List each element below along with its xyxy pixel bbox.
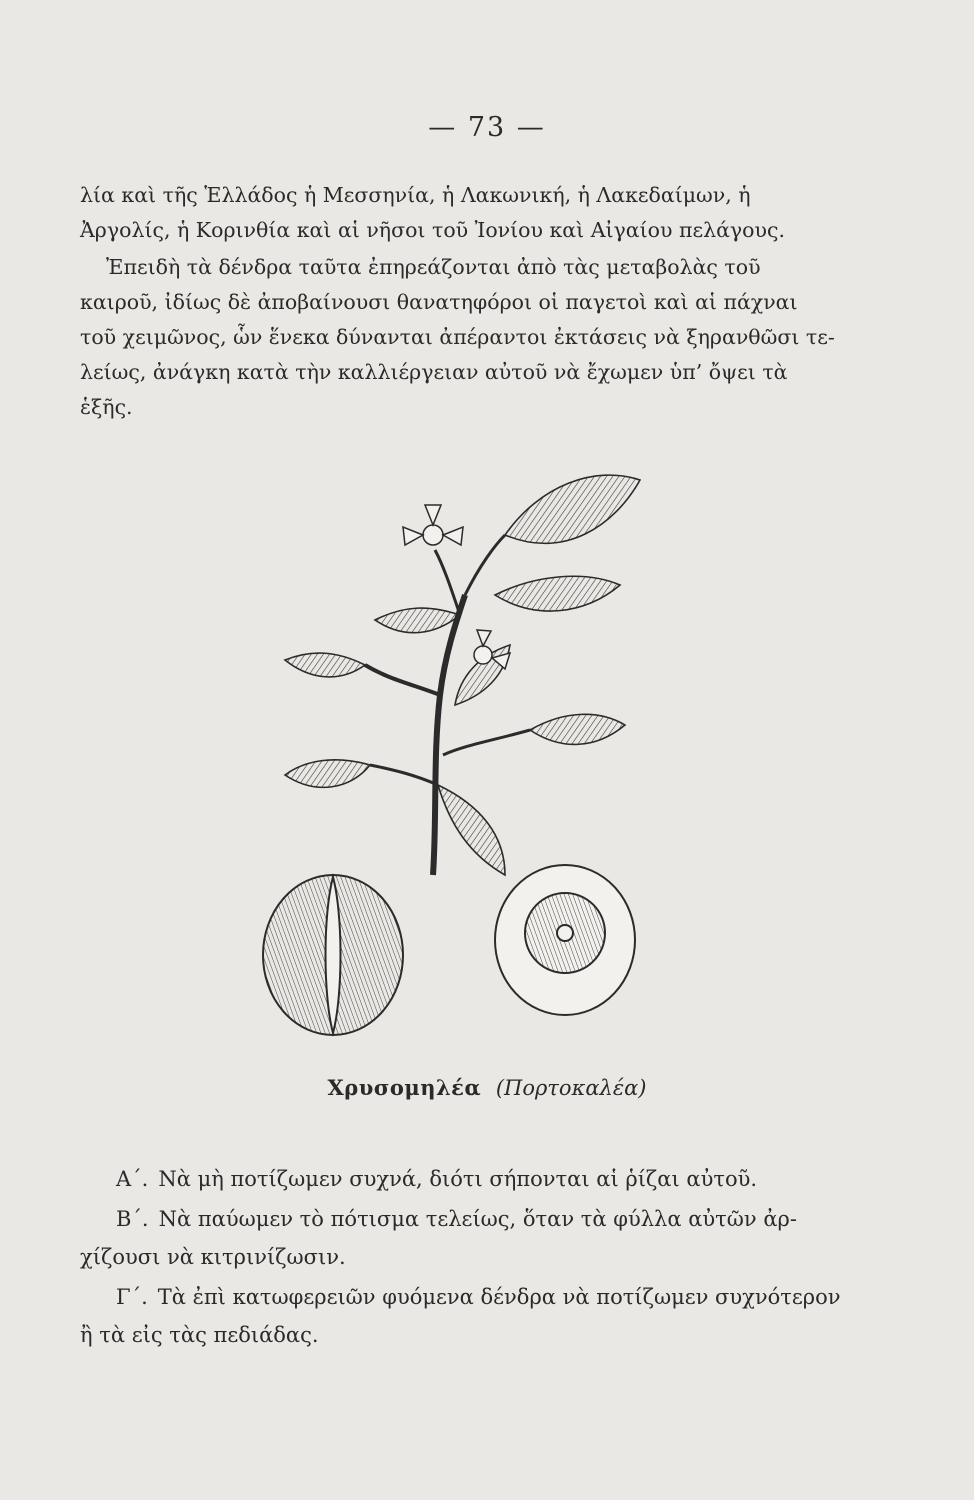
figure-caption <box>0 1075 974 1100</box>
page-number: — 73 — <box>428 112 546 143</box>
text-line: Ἐπειδὴ τὰ δένδρα ταῦτα ἐπηρεάζονται ἀπὸ τὰς μεταβολὰς τοῦ <box>106 255 761 279</box>
rule-b <box>80 1200 842 1276</box>
orange-tree-illustration <box>255 455 645 1045</box>
text-line: τοῦ χειμῶνος, ὧν ἕνεκα δύνανται ἀπέραντοι ἐκτάσεις νὰ ξηρανθῶσι τε- <box>80 325 835 349</box>
branch-drawing <box>365 535 530 875</box>
text-line: καιροῦ, ἰδίως δὲ ἀποβαίνουσι θανατηφόροι οἱ παγετοὶ καὶ αἱ πάχναι <box>80 290 798 314</box>
caption-main: Χρυσομηλέα <box>327 1075 482 1100</box>
text-line: Ἀργολίς, ἡ Κορινθία καὶ αἱ νῆσοι τοῦ Ἰονίου καὶ Αἰγαίου πελάγους. <box>80 218 785 242</box>
paragraph-2 <box>80 250 840 425</box>
text-line: λείως, ἀνάγκη κατὰ τὴν καλλιέργειαν αὐτοῦ νὰ ἔχωμεν ὑπ’ ὄψει τὰ <box>80 360 788 384</box>
rule-letter: Β΄. <box>116 1207 149 1231</box>
rule-text: χίζουσι νὰ κιτρινίζωσιν. <box>80 1245 346 1269</box>
text-line: ἑξῆς. <box>80 395 133 419</box>
text-line: λία καὶ τῆς Ἑλλάδος ἡ Μεσσηνία, ἡ Λακωνική, ἡ Λακεδαίμων, ἡ <box>80 183 751 207</box>
rule-c <box>80 1278 842 1354</box>
rule-a <box>80 1160 842 1198</box>
rule-letter: Γ΄. <box>116 1285 148 1309</box>
rule-text: ἢ τὰ εἰς τὰς πεδιάδας. <box>80 1323 319 1347</box>
cut-orange-halves <box>263 865 635 1035</box>
rule-text: Νὰ παύωμεν τὸ πότισμα τελείως, ὅταν τὰ φύλλα αὐτῶν ἀρ- <box>158 1207 797 1231</box>
blossoms <box>403 505 510 669</box>
caption-alt: (Πορτοκαλέα) <box>495 1076 647 1100</box>
paragraph-1 <box>80 178 840 248</box>
rule-text: Τὰ ἐπὶ κατωφερειῶν φυόμενα δένδρα νὰ ποτίζωμεν συχνότερον <box>157 1285 841 1309</box>
rule-letter: Α΄. <box>116 1167 149 1191</box>
rule-text: Νὰ μὴ ποτίζωμεν συχνά, διότι σήπονται αἱ ῥίζαι αὐτοῦ. <box>158 1167 758 1191</box>
